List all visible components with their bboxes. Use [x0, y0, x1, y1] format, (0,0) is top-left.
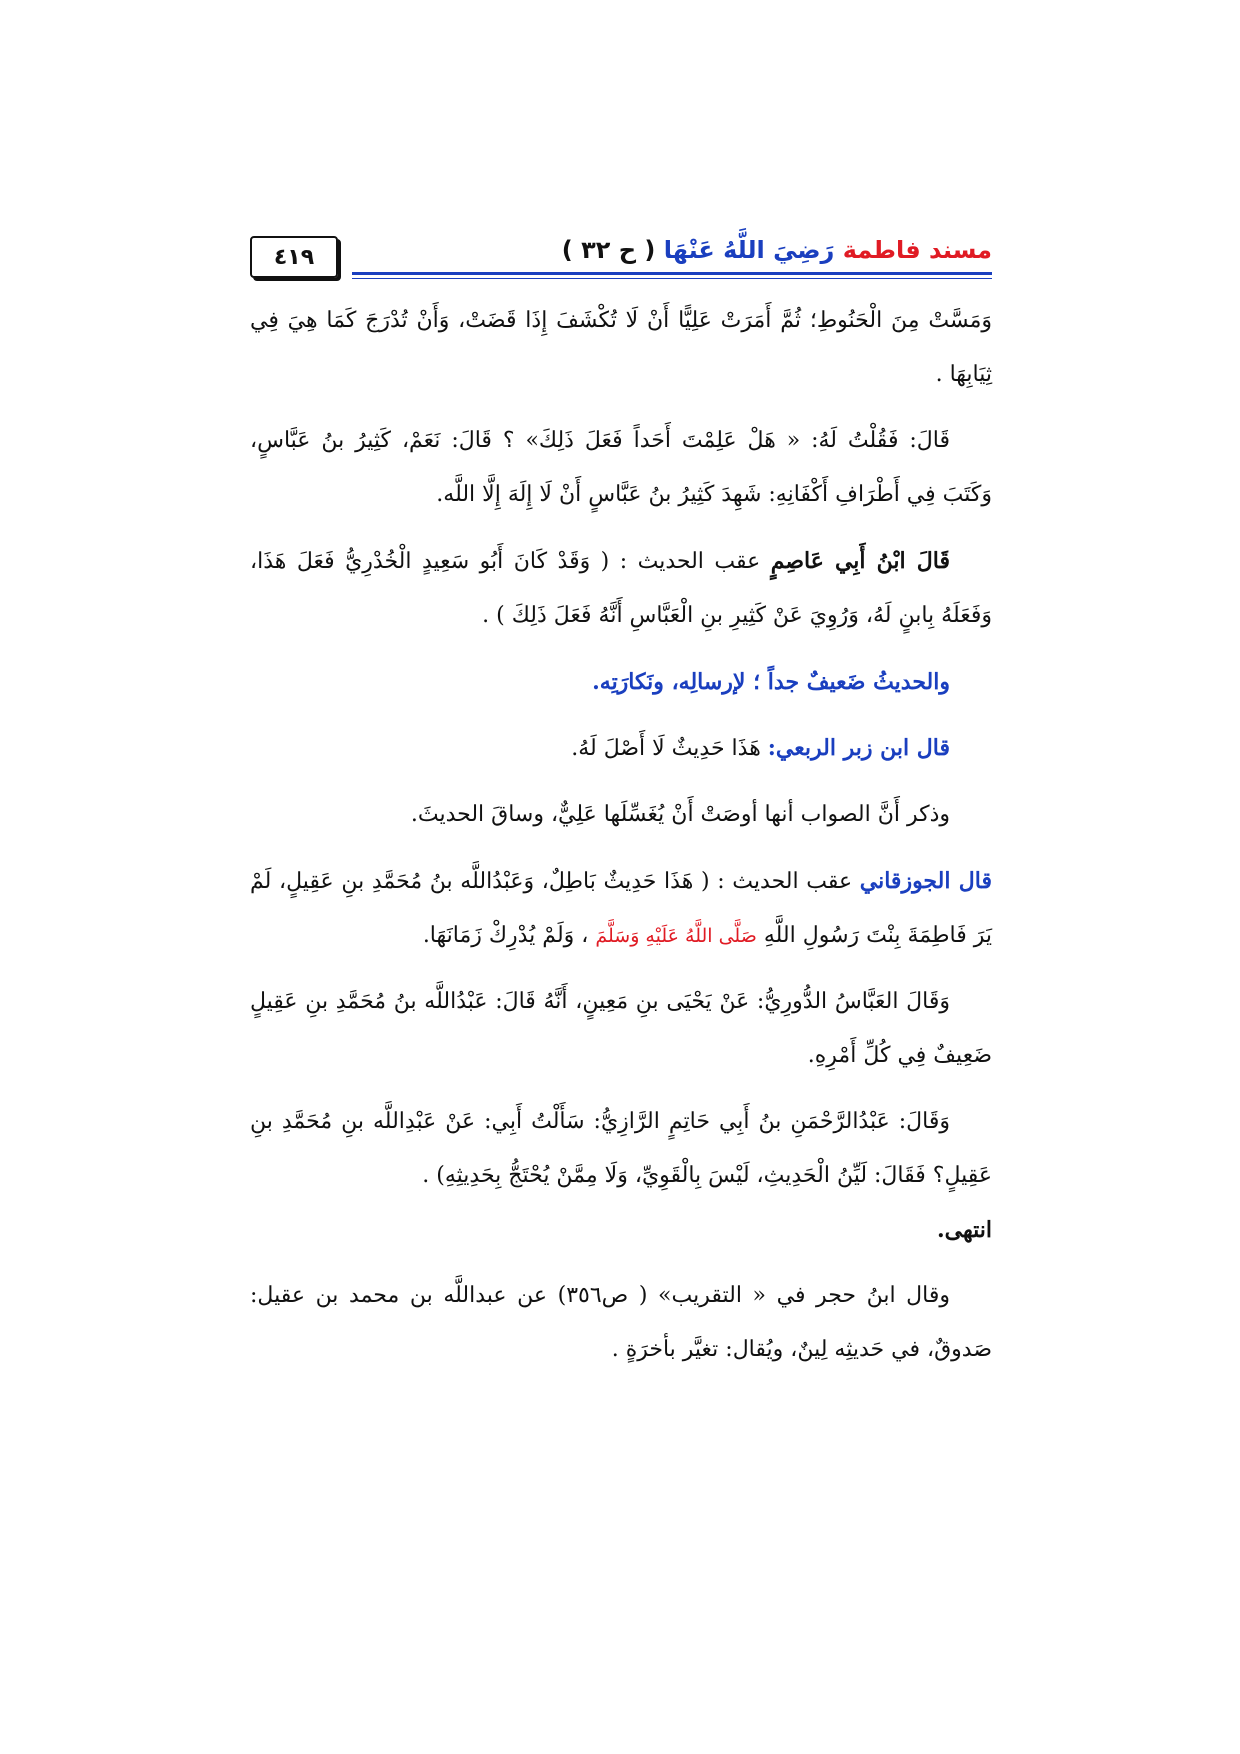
paragraph-5 [250, 721, 992, 776]
paragraph-9: وَقَالَ: عَبْدُالرَّحْمَنِ بنُ أَبِي حَاتِمٍ الرَّازِيُّ: سَأَلْتُ أَبِي: عَنْ عَبْدِاللَّه بنِ مُحَمَّدِ بنِ عَقِيلٍ؟ فَقَالَ: لَيِّنُ الْحَدِيثِ، لَيْسَ بِالْقَوِيِّ، وَلَا مِمَّنْ يُحْتَجُّ بِحَدِيثِهِ) . [250, 1109, 992, 1188]
paragraph-5-label: قال ابن زبر الربعي: [767, 735, 950, 761]
paragraph-6: وذكر أَنَّ الصواب أنها أوصَتْ أَنْ يُغَسِّلَها عَلِيٌّ، وساقَ الحديثَ. [410, 802, 950, 827]
header-rule [352, 272, 992, 275]
header-rule-thin [352, 278, 992, 279]
paragraph-4-verdict: والحديثُ ضَعيفٌ جداً ؛ لإرسالِه، ونَكارَتِه. [592, 669, 950, 695]
paragraph-3-lead: قَالَ ابْنُ أَبِي عَاصِمٍ [770, 548, 950, 574]
header-title-name: مسند فاطمة [842, 236, 992, 264]
page-number-box: ٤١٩ [250, 236, 338, 278]
paragraph-3-text: عقب الحديث : ( وَقَدْ كَانَ أَبُو سَعِيدٍ الْخُدْرِيُّ فَعَلَ هَذَا، وَفَعَلَهُ بِابنٍ لَهُ، وَرُوِيَ عَنْ كَثِيرِ بنِ الْعَبَّاسِ أَنَّهُ فَعَلَ ذَلِكَ ) . [250, 549, 992, 628]
header-title [562, 236, 992, 264]
paragraph-9-end: انتهى. [936, 1217, 992, 1243]
paragraph-8: وَقَالَ العَبَّاسُ الدُّورِيُّ: عَنْ يَحْيَى بنِ مَعِينٍ، أَنَّهُ قَالَ: عَبْدُاللَّه بنُ مُحَمَّدِ بنِ عَقِيلٍ ضَعِيفٌ فِي كُلِّ أَمْرِهِ. [250, 989, 992, 1068]
page-header [250, 236, 992, 286]
paragraph-2: قَالَ: فَقُلْتُ لَهُ: « هَلْ عَلِمْتَ أَحَداً فَعَلَ ذَلِكَ» ؟ قَالَ: نَعَمْ، كَثِيرُ بنُ عَبَّاسٍ، وَكَتَبَ فِي أَطْرَافِ أَكْفَانِهِ: شَهِدَ كَثِيرُ بنُ عَبَّاسٍ أَنْ لَا إِلَهَ إِلَّا اللَّه. [250, 428, 992, 507]
paragraph-7-text-b: ، وَلَمْ يُدْرِكْ زَمَانَهَا. [422, 923, 596, 948]
paragraph-7-pbuh: صَلَّى اللَّهُ عَلَيْهِ وَسَلَّمَ [595, 925, 757, 947]
paragraph-10: وقال ابنُ حجر في « التقريب» ( ص٣٥٦) عن عبداللَّه بن محمد بن عقيل: صَدوقٌ، في حَديثِه لِينٌ، ويُقال: تغيَّر بأخرَةٍ . [250, 1283, 992, 1362]
paragraph-3 [250, 534, 992, 643]
paragraph-7 [250, 854, 992, 963]
header-title-ref: ( ح ٣٢ ) [561, 236, 656, 264]
header-title-honorific: رَضِيَ اللَّهُ عَنْهَا [663, 236, 835, 264]
page-body [250, 294, 992, 1377]
paragraph-5-text: هَذَا حَدِيثٌ لَا أَصْلَ لَهُ. [571, 736, 768, 761]
paragraph-7-label: قال الجوزقاني [859, 868, 992, 894]
paragraph-1: وَمَسَّتْ مِنَ الْحَنُوطِ؛ ثُمَّ أَمَرَتْ عَلِيًّا أَنْ لَا تُكْشَفَ إِذَا قَضَتْ، وَأَنْ تُدْرَجَ كَمَا هِيَ فِي ثِيَابِهَا . [250, 308, 992, 387]
paragraph-7-text-a: عقب الحديث : ( هَذَا حَدِيثٌ بَاطِلٌ، وَعَبْدُاللَّه بنُ مُحَمَّدِ بنِ عَقِيلٍ، لَمْ يَرَ فَاطِمَةَ بِنْتَ رَسُولِ اللَّهِ [250, 869, 992, 948]
